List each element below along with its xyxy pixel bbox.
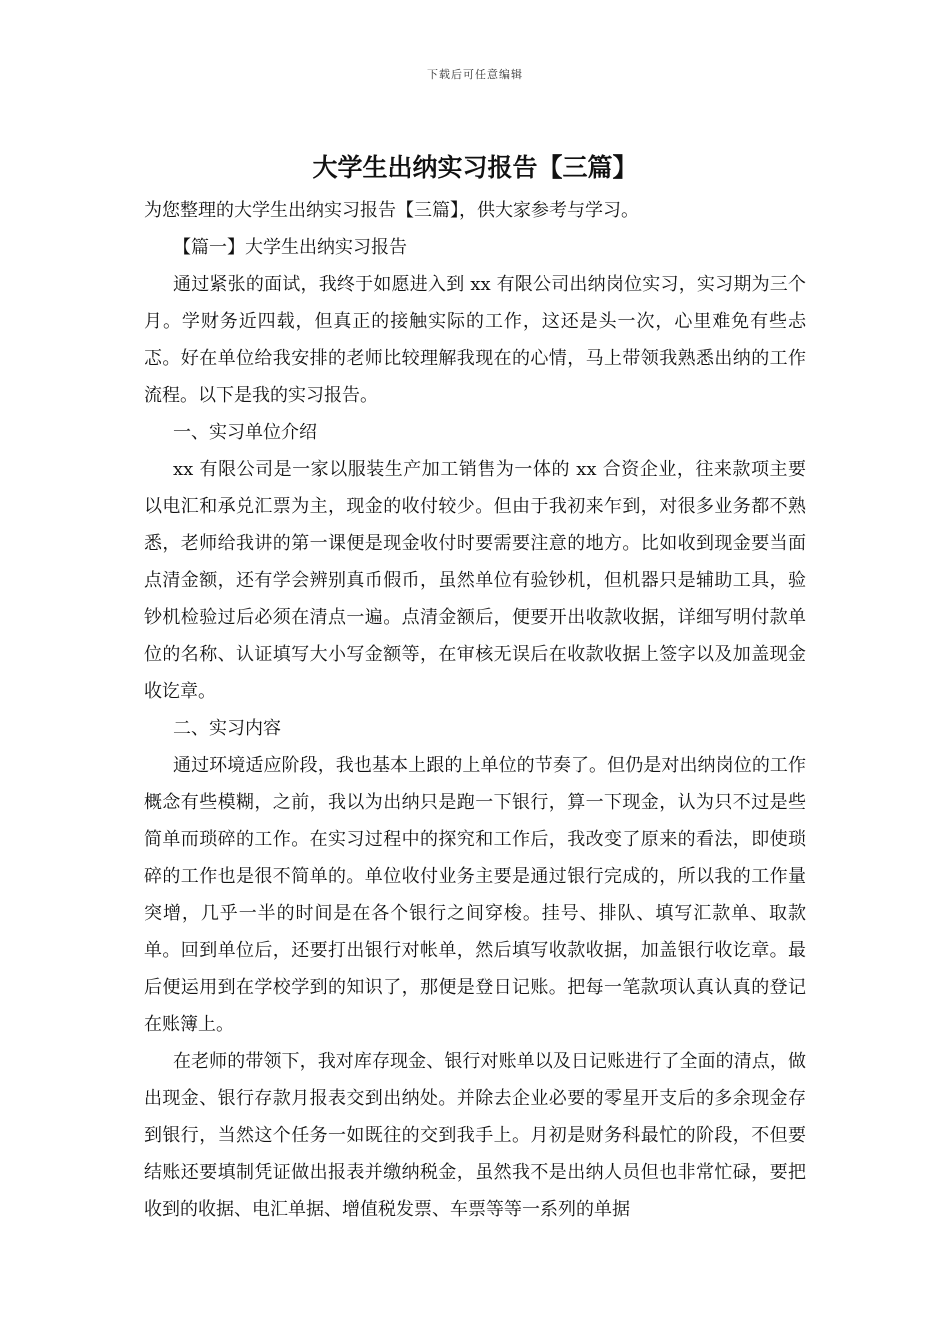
section-heading-internship-content: 二、实习内容: [173, 718, 281, 739]
document-body: [144, 192, 806, 1228]
section-heading-company-intro: 一、实习单位介绍: [173, 422, 317, 443]
header-note: 下载后可任意编辑: [427, 68, 523, 81]
body-paragraph: 在老师的带领下，我对库存现金、银行对账单以及日记账进行了全面的清点，做出现金、银行存款月报表交到出纳处。并除去企业必要的零星开支后的多余现金存到银行，当然这个任务一如既往的交到我手上。月初是财务科最忙的阶段，不但要结账还要填制凭证做出报表并缴纳税金，虽然我不是出纳人员但也非常忙碌，要把收到的收据、电汇单据、增值税发票、车票等等一系列的单据: [144, 1051, 806, 1220]
section-heading-part-one: 【篇一】大学生出纳实习报告: [173, 237, 407, 258]
document-title: 大学生出纳实习报告【三篇】: [312, 153, 638, 182]
body-paragraph: 通过紧张的面试，我终于如愿进入到 xx 有限公司出纳岗位实习，实习期为三个月。学财务近四载，但真正的接触实际的工作，这还是头一次，心里难免有些忐忑。好在单位给我安排的老师比较理解我现在的心情，马上带领我熟悉出纳的工作流程。以下是我的实习报告。: [144, 274, 806, 406]
body-paragraph: 通过环境适应阶段，我也基本上跟的上单位的节奏了。但仍是对出纳岗位的工作概念有些模糊，之前，我以为出纳只是跑一下银行，算一下现金，认为只不过是些简单而琐碎的工作。在实习过程中的探究和工作后，我改变了原来的看法，即使琐碎的工作也是很不简单的。单位收付业务主要是通过银行完成的，所以我的工作量突增，几乎一半的时间是在各个银行之间穿梭。挂号、排队、填写汇款单、取款单。回到单位后，还要打出银行对帐单，然后填写收款收据，加盖银行收讫章。最后便运用到在学校学到的知识了，那便是登日记账。把每一笔款项认真认真的登记在账簿上。: [144, 755, 806, 1035]
intro-paragraph: 为您整理的大学生出纳实习报告【三篇】，供大家参考与学习。: [144, 200, 639, 221]
body-paragraph: xx 有限公司是一家以服装生产加工销售为一体的 xx 合资企业，往来款项主要以电汇和承兑汇票为主，现金的收付较少。但由于我初来乍到，对很多业务都不熟悉，老师给我讲的第一课便是现金收付时要需要注意的地方。比如收到现金要当面点清金额，还有学会辨别真币假币，虽然单位有验钞机，但机器只是辅助工具，验钞机检验过后必须在清点一遍。点清金额后，便要开出收款收据，详细写明付款单位的名称、认证填写大小写金额等，在审核无误后在收款收据上签字以及加盖现金收讫章。: [144, 459, 806, 702]
